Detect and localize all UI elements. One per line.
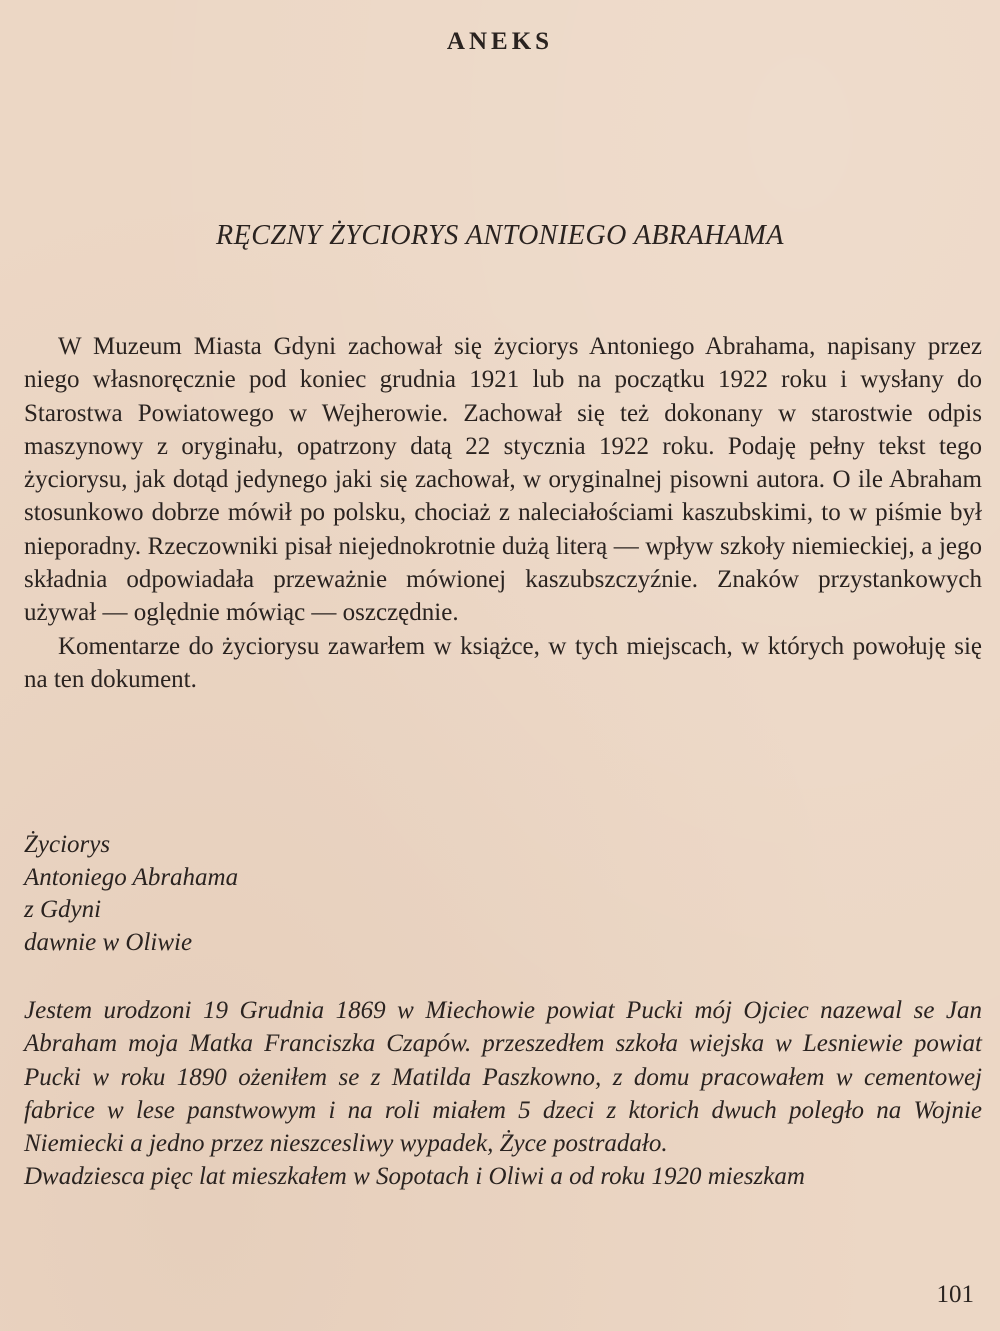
biography-heading-line: Antoniego Abrahama (24, 863, 239, 891)
biography-paragraph: Jestem urodzoni 19 Grudnia 1869 w Miechowie powiat Pucki mój Ojciec nazewal se Jan Abraham moja Matka Franciszka Czapów. przeszedłem szkoła wiejska w Lesniewie powiat Pucki w roku 1890 ożeniłem se z Matilda Paszkowno, z domu pracowałem w cementowej fabrice w lese panstwowym i na roli miałem 5 dzeci z ktorich dwuch poległo na Wojnie Niemiecki a jedno przez nieszcesliwy wypadek, Życe postradało. (24, 997, 982, 1158)
biography-heading-line: dawnie w Oliwie (24, 928, 193, 956)
chapter-header: ANEKS (446, 28, 554, 55)
biography-heading-line: Życiorys (24, 831, 111, 858)
biography-heading-line: z Gdyni (24, 896, 102, 923)
page-number: 101 (936, 1281, 974, 1308)
section-title: RĘCZNY ŻYCIORYS ANTONIEGO ABRAHAMA (215, 220, 784, 251)
intro-paragraph: W Muzeum Miasta Gdyni zachował się życiorys Antoniego Abrahama, napisany przez niego własnoręcznie pod koniec grudnia 1921 lub na początku 1922 roku i wysłany do Starostwa Powiatowego w Wejherowie. Zachował się też dokonany w starostwie odpis maszynowy z oryginału, opatrzony datą 22 stycznia 1922 roku. Podaję pełny tekst tego życiorysu, jak dotąd jedynego jaki się zachował, w oryginalnej pisowni autora. O ile Abraham stosunkowo dobrze mówił po polsku, chociaż z naleciałościami kaszubskimi, to w piśmie był nieporadny. Rzeczowniki pisał niejednokrotnie dużą literą — wpływ szkoły niemieckiej, a jego składnia odpowiadała przeważnie mówionej kaszubszczyźnie. Znaków przystankowych używał — oględnie mówiąc — oszczędnie. (24, 333, 982, 627)
intro-paragraph: Komentarze do życiorysu zawarłem w książce, w tych miejscach, w których powołuję się na ten dokument. (24, 632, 982, 693)
biography-heading (24, 829, 238, 959)
intro-text (24, 330, 982, 696)
biography-paragraph: Dwadziesca pięc lat mieszkałem w Sopotach i Oliwi a od roku 1920 mieszkam (24, 1163, 805, 1191)
biography-text (24, 994, 982, 1194)
